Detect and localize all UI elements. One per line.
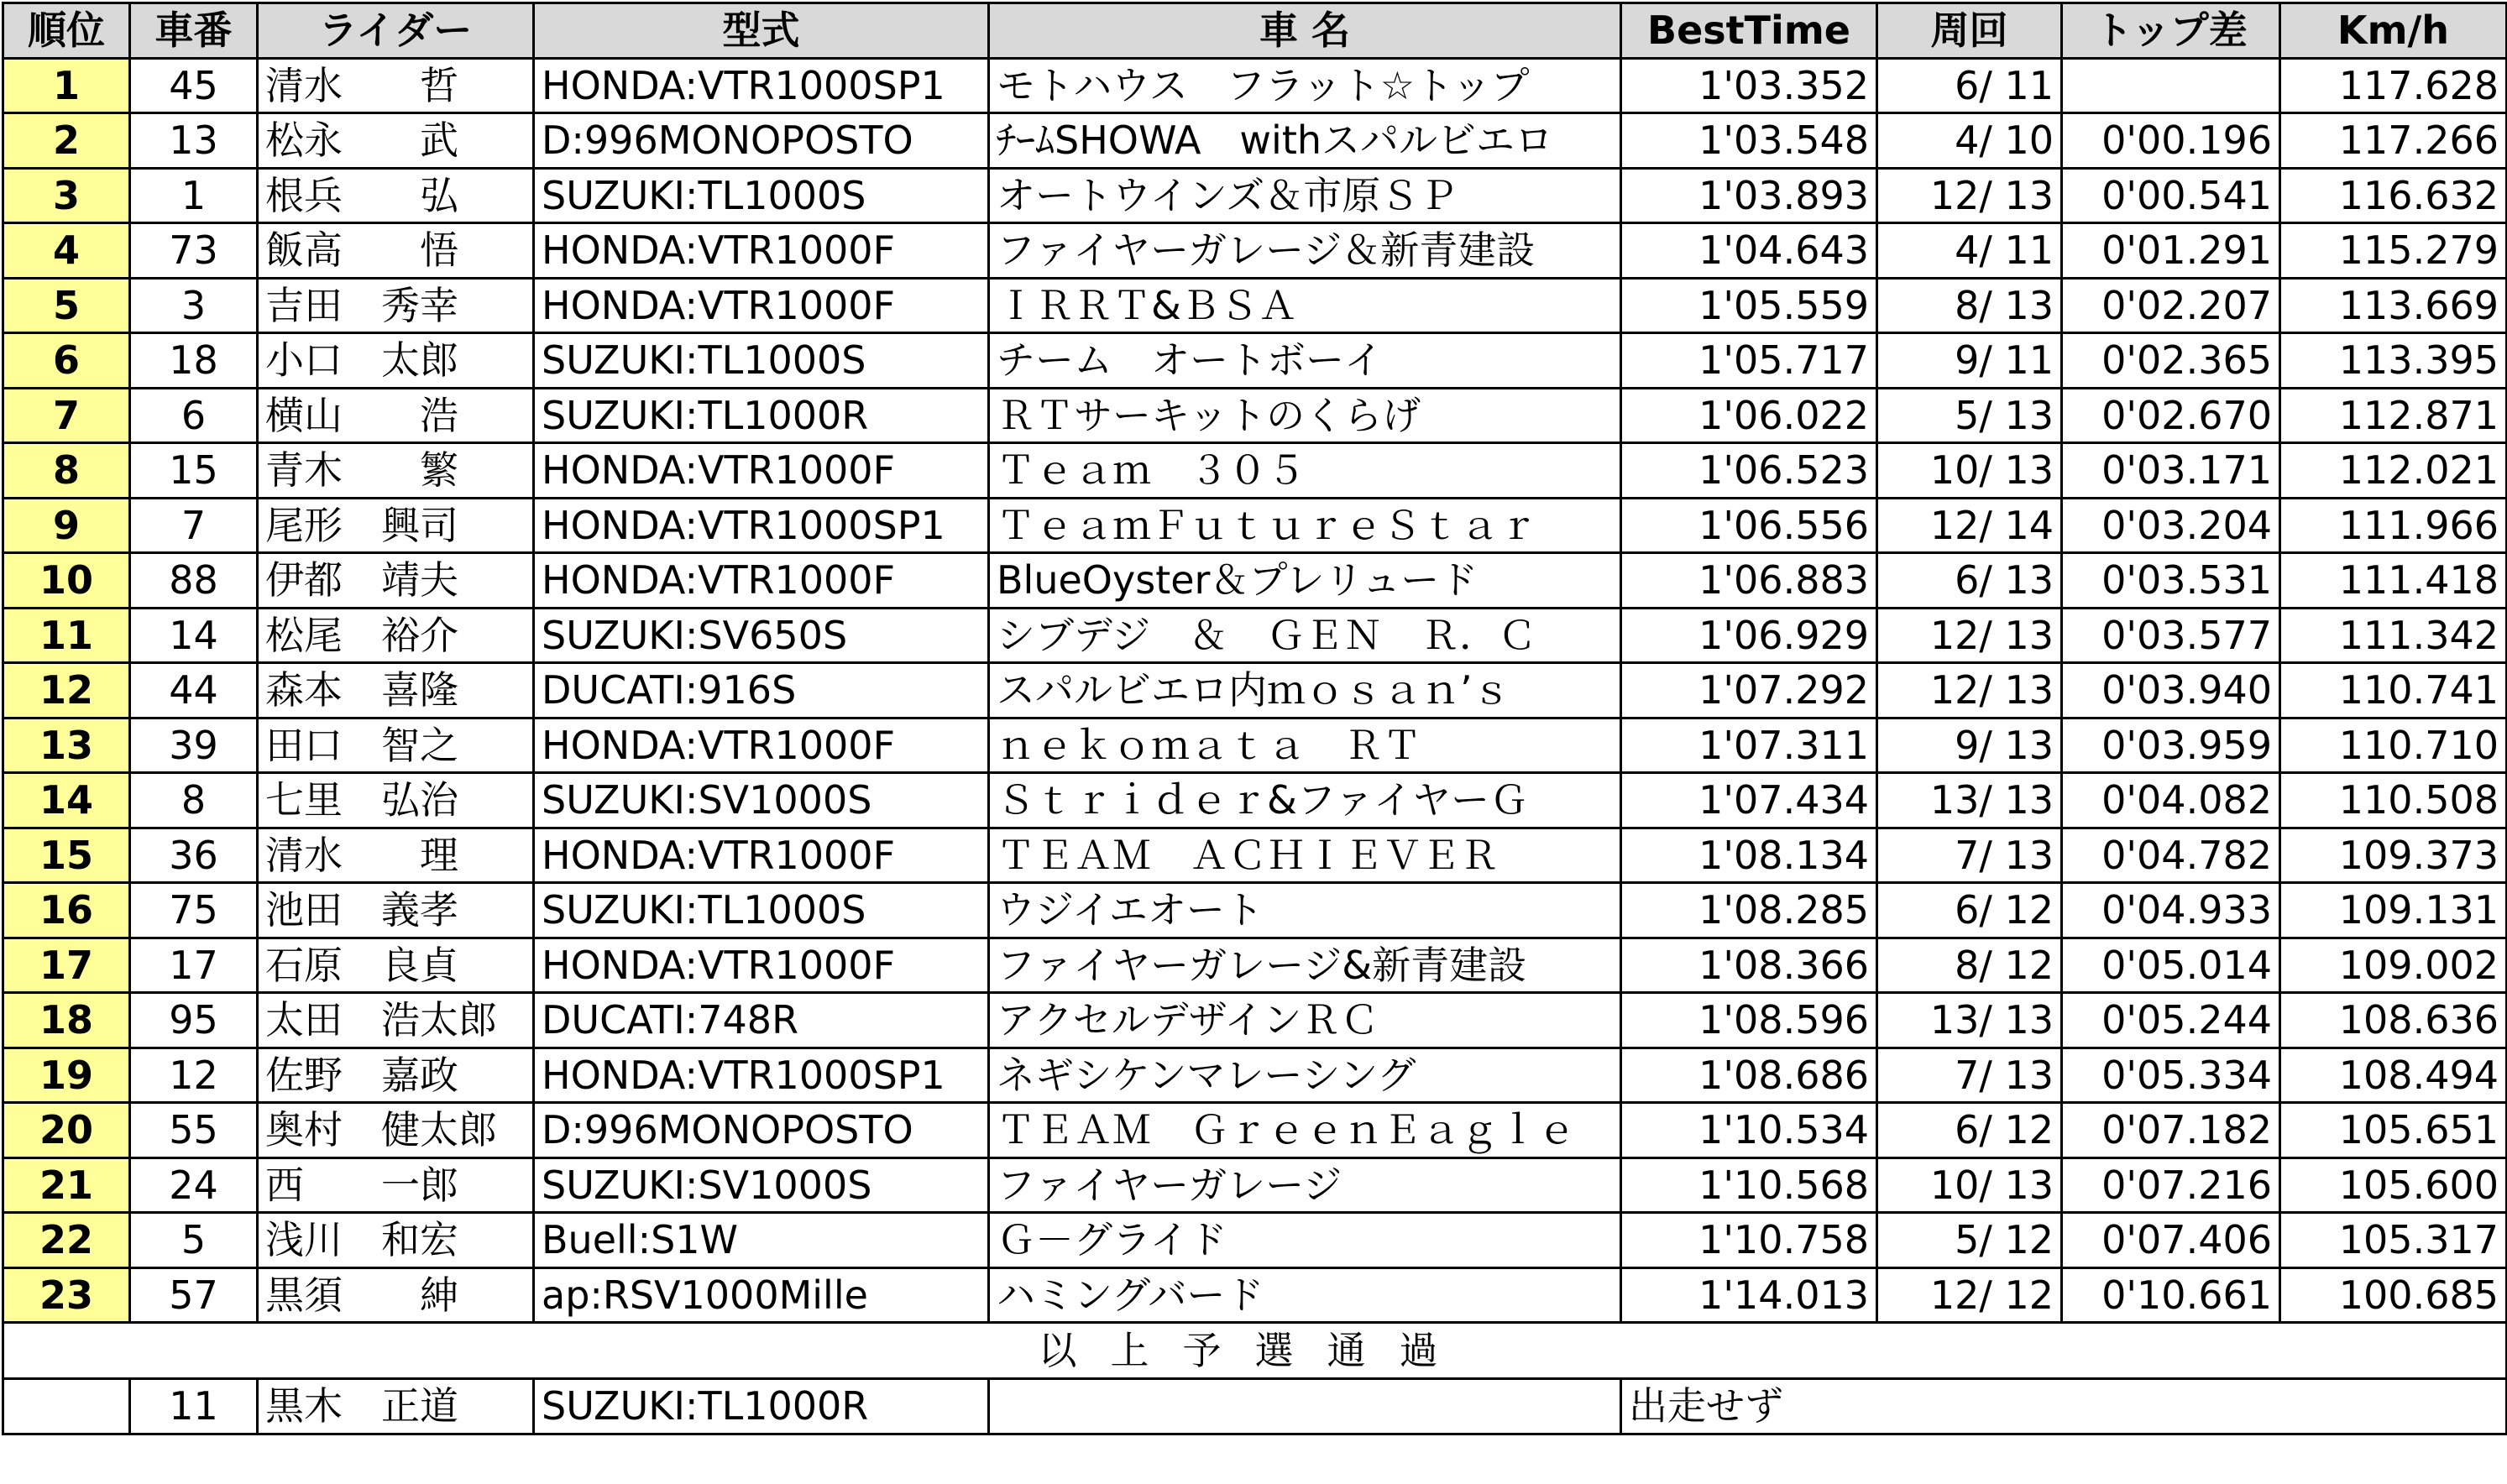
- lap-cell: 9/ 13: [1877, 718, 2062, 773]
- position-cell: 3: [3, 168, 130, 223]
- lap-cell: 5/ 13: [1877, 388, 2062, 443]
- speed-cell: 105.317: [2280, 1213, 2507, 1268]
- number-cell: 17: [130, 938, 258, 993]
- number-cell: 12: [130, 1048, 258, 1103]
- team-cell: モトハウス フラット☆トップ: [989, 58, 1621, 113]
- col-header-lap: 周回: [1877, 3, 2062, 59]
- number-cell: 36: [130, 828, 258, 883]
- team-cell: アクセルデザインＲＣ: [989, 993, 1621, 1048]
- gap-cell: 0'04.933: [2062, 883, 2280, 938]
- gap-cell: 0'07.182: [2062, 1103, 2280, 1158]
- position-cell: 23: [3, 1267, 130, 1323]
- table-row: [3, 168, 2507, 223]
- qualifying-note-row: [3, 1323, 2507, 1379]
- rider-cell: 奥村 健太郎: [258, 1103, 534, 1158]
- team-cell: ウジイエオート: [989, 883, 1621, 938]
- model-cell: HONDA:VTR1000F: [534, 553, 989, 609]
- model-cell: HONDA:VTR1000F: [534, 718, 989, 773]
- lap-cell: 13/ 13: [1877, 773, 2062, 828]
- gap-cell: 0'02.365: [2062, 333, 2280, 389]
- table-row: [3, 663, 2507, 718]
- besttime-cell: 1'06.929: [1621, 608, 1877, 663]
- position-cell: 7: [3, 388, 130, 443]
- gap-cell: [2062, 58, 2280, 113]
- number-cell: 73: [130, 223, 258, 279]
- lap-cell: 6/ 11: [1877, 58, 2062, 113]
- lap-cell: 9/ 11: [1877, 333, 2062, 389]
- lap-cell: 4/ 10: [1877, 113, 2062, 169]
- lap-cell: 4/ 11: [1877, 223, 2062, 279]
- model-cell: SUZUKI:TL1000S: [534, 333, 989, 389]
- dns-row: [3, 1379, 2507, 1434]
- rider-cell: 横山 浩: [258, 388, 534, 443]
- number-cell: 18: [130, 333, 258, 389]
- besttime-cell: 1'08.366: [1621, 938, 1877, 993]
- team-cell: ﾁｰﾑSHOWA withスパルビエロ: [989, 113, 1621, 169]
- rider-cell: 池田 義孝: [258, 883, 534, 938]
- team-cell: ＩＲＲＴ&ＢＳＡ: [989, 278, 1621, 333]
- besttime-cell: 1'08.686: [1621, 1048, 1877, 1103]
- team-cell: ＴＥＡＭ ＧｒｅｅｎＥａｇｌｅ: [989, 1103, 1621, 1158]
- rider-cell: 吉田 秀幸: [258, 278, 534, 333]
- results-body: [3, 58, 2507, 1323]
- rider-cell: 七里 弘治: [258, 773, 534, 828]
- team-cell: ファイヤーガレージ＆新青建設: [989, 223, 1621, 279]
- model-cell: HONDA:VTR1000SP1: [534, 1048, 989, 1103]
- gap-cell: 0'05.334: [2062, 1048, 2280, 1103]
- rider-cell: 佐野 嘉政: [258, 1048, 534, 1103]
- speed-cell: 109.373: [2280, 828, 2507, 883]
- lap-cell: 10/ 13: [1877, 1157, 2062, 1213]
- dns-rider: 黒木 正道: [258, 1379, 534, 1434]
- header-row: [3, 3, 2507, 59]
- besttime-cell: 1'08.596: [1621, 993, 1877, 1048]
- model-cell: ap:RSV1000Mille: [534, 1267, 989, 1323]
- position-cell: 13: [3, 718, 130, 773]
- number-cell: 39: [130, 718, 258, 773]
- position-cell: 22: [3, 1213, 130, 1268]
- position-cell: 21: [3, 1157, 130, 1213]
- rider-cell: 伊都 靖夫: [258, 553, 534, 609]
- rider-cell: 尾形 興司: [258, 498, 534, 553]
- qualifying-note: 以上予選通過: [3, 1323, 2507, 1379]
- rider-cell: 浅川 和宏: [258, 1213, 534, 1268]
- model-cell: HONDA:VTR1000F: [534, 278, 989, 333]
- team-cell: ネギシケンマレーシング: [989, 1048, 1621, 1103]
- model-cell: DUCATI:748R: [534, 993, 989, 1048]
- model-cell: DUCATI:916S: [534, 663, 989, 718]
- position-cell: 10: [3, 553, 130, 609]
- gap-cell: 0'03.171: [2062, 443, 2280, 499]
- table-row: [3, 1213, 2507, 1268]
- besttime-cell: 1'06.883: [1621, 553, 1877, 609]
- model-cell: HONDA:VTR1000SP1: [534, 58, 989, 113]
- rider-cell: 青木 繁: [258, 443, 534, 499]
- lap-cell: 7/ 13: [1877, 1048, 2062, 1103]
- gap-cell: 0'04.082: [2062, 773, 2280, 828]
- number-cell: 7: [130, 498, 258, 553]
- table-row: [3, 58, 2507, 113]
- rider-cell: 石原 良貞: [258, 938, 534, 993]
- model-cell: HONDA:VTR1000SP1: [534, 498, 989, 553]
- team-cell: ＴＥＡＭ ＡＣＨＩＥＶＥＲ: [989, 828, 1621, 883]
- table-row: [3, 388, 2507, 443]
- besttime-cell: 1'06.022: [1621, 388, 1877, 443]
- speed-cell: 117.628: [2280, 58, 2507, 113]
- number-cell: 45: [130, 58, 258, 113]
- lap-cell: 5/ 12: [1877, 1213, 2062, 1268]
- rider-cell: 松永 武: [258, 113, 534, 169]
- gap-cell: 0'10.661: [2062, 1267, 2280, 1323]
- dns-status: 出走せず: [1621, 1379, 2507, 1434]
- team-cell: Ｔｅａｍ ３０５: [989, 443, 1621, 499]
- speed-cell: 105.651: [2280, 1103, 2507, 1158]
- speed-cell: 113.395: [2280, 333, 2507, 389]
- number-cell: 13: [130, 113, 258, 169]
- col-header-model: 型式: [534, 3, 989, 59]
- gap-cell: 0'00.541: [2062, 168, 2280, 223]
- rider-cell: 太田 浩太郎: [258, 993, 534, 1048]
- gap-cell: 0'02.207: [2062, 278, 2280, 333]
- number-cell: 1: [130, 168, 258, 223]
- number-cell: 57: [130, 1267, 258, 1323]
- besttime-cell: 1'10.568: [1621, 1157, 1877, 1213]
- number-cell: 44: [130, 663, 258, 718]
- number-cell: 95: [130, 993, 258, 1048]
- table-row: [3, 718, 2507, 773]
- table-row: [3, 828, 2507, 883]
- lap-cell: 6/ 12: [1877, 1103, 2062, 1158]
- gap-cell: 0'03.204: [2062, 498, 2280, 553]
- table-row: [3, 333, 2507, 389]
- model-cell: HONDA:VTR1000F: [534, 223, 989, 279]
- besttime-cell: 1'07.434: [1621, 773, 1877, 828]
- besttime-cell: 1'06.523: [1621, 443, 1877, 499]
- position-cell: 2: [3, 113, 130, 169]
- rider-cell: 松尾 裕介: [258, 608, 534, 663]
- position-cell: 19: [3, 1048, 130, 1103]
- number-cell: 6: [130, 388, 258, 443]
- lap-cell: 10/ 13: [1877, 443, 2062, 499]
- speed-cell: 108.494: [2280, 1048, 2507, 1103]
- table-row: [3, 223, 2507, 279]
- speed-cell: 112.871: [2280, 388, 2507, 443]
- team-cell: ファイヤーガレージ&新青建設: [989, 938, 1621, 993]
- model-cell: SUZUKI:SV1000S: [534, 1157, 989, 1213]
- table-row: [3, 1103, 2507, 1158]
- number-cell: 15: [130, 443, 258, 499]
- team-cell: ＴｅａｍＦｕｔｕｒｅＳｔａｒ: [989, 498, 1621, 553]
- gap-cell: 0'03.531: [2062, 553, 2280, 609]
- lap-cell: 12/ 13: [1877, 168, 2062, 223]
- model-cell: Buell:S1W: [534, 1213, 989, 1268]
- lap-cell: 12/ 12: [1877, 1267, 2062, 1323]
- dns-number: 11: [130, 1379, 258, 1434]
- number-cell: 75: [130, 883, 258, 938]
- gap-cell: 0'07.216: [2062, 1157, 2280, 1213]
- besttime-cell: 1'03.548: [1621, 113, 1877, 169]
- gap-cell: 0'00.196: [2062, 113, 2280, 169]
- lap-cell: 12/ 14: [1877, 498, 2062, 553]
- team-cell: ｎｅｋｏｍａｔａ ＲＴ: [989, 718, 1621, 773]
- team-cell: Ｓｔｒｉｄｅｒ&ファイヤーＧ: [989, 773, 1621, 828]
- speed-cell: 100.685: [2280, 1267, 2507, 1323]
- gap-cell: 0'03.577: [2062, 608, 2280, 663]
- col-header-team: 車 名: [989, 3, 1621, 59]
- rider-cell: 清水 哲: [258, 58, 534, 113]
- rider-cell: 清水 理: [258, 828, 534, 883]
- position-cell: 6: [3, 333, 130, 389]
- lap-cell: 8/ 12: [1877, 938, 2062, 993]
- model-cell: HONDA:VTR1000F: [534, 828, 989, 883]
- model-cell: SUZUKI:TL1000R: [534, 388, 989, 443]
- besttime-cell: 1'08.134: [1621, 828, 1877, 883]
- speed-cell: 109.002: [2280, 938, 2507, 993]
- position-cell: 17: [3, 938, 130, 993]
- speed-cell: 110.710: [2280, 718, 2507, 773]
- col-header-gap: トップ差: [2062, 3, 2280, 59]
- position-cell: 12: [3, 663, 130, 718]
- speed-cell: 108.636: [2280, 993, 2507, 1048]
- speed-cell: 111.342: [2280, 608, 2507, 663]
- table-row: [3, 608, 2507, 663]
- rider-cell: 西 一郎: [258, 1157, 534, 1213]
- model-cell: SUZUKI:TL1000S: [534, 883, 989, 938]
- team-cell: ファイヤーガレージ: [989, 1157, 1621, 1213]
- dns-model: SUZUKI:TL1000R: [534, 1379, 989, 1434]
- position-cell: 18: [3, 993, 130, 1048]
- gap-cell: 0'04.782: [2062, 828, 2280, 883]
- speed-cell: 112.021: [2280, 443, 2507, 499]
- position-cell: 9: [3, 498, 130, 553]
- col-header-speed: Km/h: [2280, 3, 2507, 59]
- model-cell: D:996MONOPOSTO: [534, 113, 989, 169]
- besttime-cell: 1'08.285: [1621, 883, 1877, 938]
- table-row: [3, 1267, 2507, 1323]
- table-row: [3, 883, 2507, 938]
- gap-cell: 0'07.406: [2062, 1213, 2280, 1268]
- position-cell: 14: [3, 773, 130, 828]
- rider-cell: 黒須 紳: [258, 1267, 534, 1323]
- gap-cell: 0'02.670: [2062, 388, 2280, 443]
- rider-cell: 根兵 弘: [258, 168, 534, 223]
- team-cell: Ｇ－グライド: [989, 1213, 1621, 1268]
- table-row: [3, 773, 2507, 828]
- model-cell: SUZUKI:SV1000S: [534, 773, 989, 828]
- position-cell: 16: [3, 883, 130, 938]
- lap-cell: 7/ 13: [1877, 828, 2062, 883]
- number-cell: 8: [130, 773, 258, 828]
- besttime-cell: 1'07.311: [1621, 718, 1877, 773]
- dns-team: [989, 1379, 1621, 1434]
- gap-cell: 0'01.291: [2062, 223, 2280, 279]
- gap-cell: 0'05.014: [2062, 938, 2280, 993]
- speed-cell: 111.418: [2280, 553, 2507, 609]
- number-cell: 5: [130, 1213, 258, 1268]
- table-row: [3, 1157, 2507, 1213]
- besttime-cell: 1'14.013: [1621, 1267, 1877, 1323]
- table-row: [3, 443, 2507, 499]
- model-cell: D:996MONOPOSTO: [534, 1103, 989, 1158]
- lap-cell: 8/ 13: [1877, 278, 2062, 333]
- speed-cell: 115.279: [2280, 223, 2507, 279]
- number-cell: 3: [130, 278, 258, 333]
- gap-cell: 0'03.940: [2062, 663, 2280, 718]
- table-row: [3, 278, 2507, 333]
- table-row: [3, 993, 2507, 1048]
- position-cell: 15: [3, 828, 130, 883]
- speed-cell: 109.131: [2280, 883, 2507, 938]
- team-cell: BlueOyster＆プレリュード: [989, 553, 1621, 609]
- besttime-cell: 1'10.534: [1621, 1103, 1877, 1158]
- speed-cell: 116.632: [2280, 168, 2507, 223]
- table-row: [3, 553, 2507, 609]
- table-row: [3, 938, 2507, 993]
- besttime-cell: 1'04.643: [1621, 223, 1877, 279]
- speed-cell: 113.669: [2280, 278, 2507, 333]
- number-cell: 88: [130, 553, 258, 609]
- model-cell: SUZUKI:SV650S: [534, 608, 989, 663]
- number-cell: 55: [130, 1103, 258, 1158]
- position-cell: 1: [3, 58, 130, 113]
- table-row: [3, 113, 2507, 169]
- team-cell: オートウインズ＆市原ＳＰ: [989, 168, 1621, 223]
- besttime-cell: 1'03.893: [1621, 168, 1877, 223]
- results-table: [2, 2, 2507, 1435]
- model-cell: HONDA:VTR1000F: [534, 443, 989, 499]
- lap-cell: 6/ 12: [1877, 883, 2062, 938]
- rider-cell: 森本 喜隆: [258, 663, 534, 718]
- rider-cell: 飯高 悟: [258, 223, 534, 279]
- rider-cell: 小口 太郎: [258, 333, 534, 389]
- besttime-cell: 1'10.758: [1621, 1213, 1877, 1268]
- model-cell: HONDA:VTR1000F: [534, 938, 989, 993]
- team-cell: チーム オートボーイ: [989, 333, 1621, 389]
- team-cell: シブデジ ＆ ＧＥＮ Ｒ．Ｃ: [989, 608, 1621, 663]
- speed-cell: 111.966: [2280, 498, 2507, 553]
- besttime-cell: 1'06.556: [1621, 498, 1877, 553]
- lap-cell: 13/ 13: [1877, 993, 2062, 1048]
- table-row: [3, 498, 2507, 553]
- number-cell: 14: [130, 608, 258, 663]
- gap-cell: 0'05.244: [2062, 993, 2280, 1048]
- number-cell: 24: [130, 1157, 258, 1213]
- table-row: [3, 1048, 2507, 1103]
- gap-cell: 0'03.959: [2062, 718, 2280, 773]
- position-cell: 8: [3, 443, 130, 499]
- besttime-cell: 1'03.352: [1621, 58, 1877, 113]
- position-cell: 11: [3, 608, 130, 663]
- rider-cell: 田口 智之: [258, 718, 534, 773]
- lap-cell: 6/ 13: [1877, 553, 2062, 609]
- team-cell: スパルビエロ内ｍｏｓａｎ’ｓ: [989, 663, 1621, 718]
- position-cell: 4: [3, 223, 130, 279]
- speed-cell: 105.600: [2280, 1157, 2507, 1213]
- col-header-rider: ライダー: [258, 3, 534, 59]
- position-cell: 20: [3, 1103, 130, 1158]
- team-cell: ＲＴサーキットのくらげ: [989, 388, 1621, 443]
- team-cell: ハミングバード: [989, 1267, 1621, 1323]
- speed-cell: 110.508: [2280, 773, 2507, 828]
- besttime-cell: 1'05.717: [1621, 333, 1877, 389]
- besttime-cell: 1'05.559: [1621, 278, 1877, 333]
- col-header-position: 順位: [3, 3, 130, 59]
- dns-position: [3, 1379, 130, 1434]
- speed-cell: 110.741: [2280, 663, 2507, 718]
- model-cell: SUZUKI:TL1000S: [534, 168, 989, 223]
- speed-cell: 117.266: [2280, 113, 2507, 169]
- lap-cell: 12/ 13: [1877, 608, 2062, 663]
- besttime-cell: 1'07.292: [1621, 663, 1877, 718]
- lap-cell: 12/ 13: [1877, 663, 2062, 718]
- position-cell: 5: [3, 278, 130, 333]
- col-header-number: 車番: [130, 3, 258, 59]
- col-header-besttime: BestTime: [1621, 3, 1877, 59]
